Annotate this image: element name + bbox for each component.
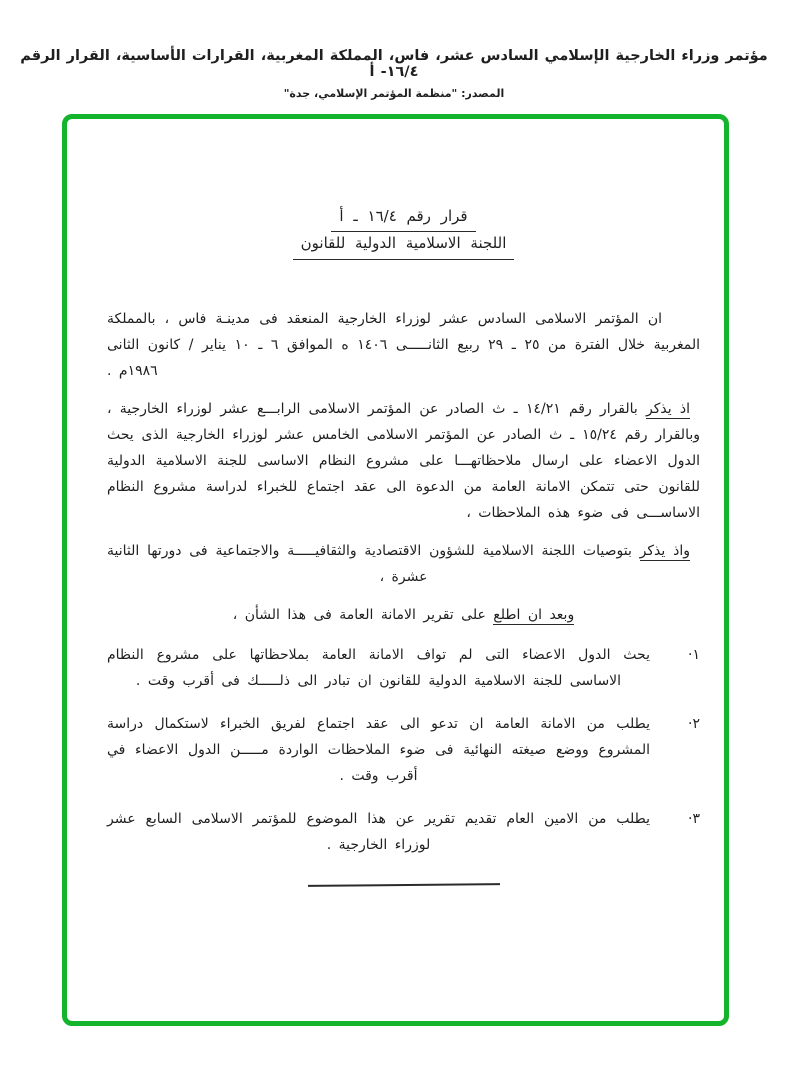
preamble-paragraph-2	[107, 396, 700, 526]
document-body	[67, 119, 724, 886]
operative-item-3-text: يطلب من الامين العام تقديم تقرير عن هذا الموضوع للمؤتمر الاسلامى السابع عشر لوزراء الخارجية .	[107, 810, 650, 853]
operative-item-2	[107, 711, 700, 789]
resolution-title-block	[107, 205, 700, 260]
resolution-number-title: قرار رقم ١٦/٤ ـ أ	[331, 205, 475, 232]
document-header	[0, 0, 788, 100]
preamble-1-text: ان المؤتمر الاسلامى السادس عشر لوزراء الخارجية المنعقد فى مدينـة فاس ، بالمملكة المغربية خلال الفترة من ٢٥ ـ ٢٩ ربيع الثانـــــى ١٤٠٦ ه الموافق ٦ ـ ١٠ يناير / كانون الثانى ١٩٨٦م .	[107, 310, 701, 379]
operative-items-list	[107, 642, 700, 858]
operative-item-1-number: ١·	[688, 646, 700, 663]
operative-item-1	[107, 642, 700, 694]
operative-item-2-text: يطلب من الامانة العامة ان تدعو الى عقد اجتماع لفريق الخبراء لاستكمال دراسة المشروع ووضع صيغته النهائية فى ضوء الملاحظات الواردة مـــــن الدول الاعضاء في أقرب وقت .	[107, 715, 650, 784]
resolution-subject-title: اللجنة الاسلامية الدولية للقانون	[293, 232, 515, 259]
header-citation: مؤتمر وزراء الخارجية الإسلامي السادس عشر، فاس، المملكة المغربية، القرارات الأساسية، القرار الرقم ١٦/٤- أ	[20, 48, 768, 80]
scan-border-frame	[62, 114, 729, 1026]
preamble-paragraph-1	[107, 306, 700, 384]
operative-item-1-text: يحث الدول الاعضاء التى لم تواف الامانة العامة بملاحظاتها على مشروع النظام الاساسى للجنة الاسلامية الدولية للقانون ان تبادر الى ذلـــــك فى أقرب وقت .	[107, 646, 650, 689]
operative-item-3-number: ٣·	[688, 810, 700, 827]
operative-item-2-number: ٢·	[688, 715, 700, 732]
preamble-2-text: بالقرار رقم ١٤/٢١ ـ ث الصادر عن المؤتمر الاسلامى الرابـــع عشر لوزراء الخارجية ، وبالقرار رقم ١٥/٢٤ ـ ث الصادر عن المؤتمر الاسلامى الخامس عشر لوزراء الخارجية الذى يحث الدول الاعضاء على ارسال ملاحظاتهـــا على مشروع النظام الاساسى للجنة الاسلامية الدولية للقانون حتى تتمكن الامانة العامة من الدعوة الى عقد اجتماع للخبراء لدراسة مشروع النظام الاساســـى فى ضوء هذه الملاحظات ،	[107, 400, 700, 521]
preamble-4-text: على تقرير الامانة العامة فى هذا الشأن ،	[232, 606, 494, 623]
preamble-2-lead: اذ يذكر	[646, 400, 690, 417]
preamble-4-lead: وبعد ان اطلع	[493, 606, 575, 623]
preamble-3-text: بتوصيات اللجنة الاسلامية للشؤون الاقتصادية والثقافيـــــة والاجتماعية فى دورتها الثانية عشرة ،	[107, 542, 640, 585]
preamble-3-lead: واذ يذكر	[639, 542, 690, 559]
preamble-paragraph-3	[107, 538, 700, 590]
preamble-paragraph-4	[107, 602, 700, 628]
closing-divider-line	[307, 883, 499, 887]
header-source: المصدر: "منظمة المؤتمر الإسلامي، جدة"	[283, 87, 505, 100]
operative-item-3	[107, 806, 700, 858]
